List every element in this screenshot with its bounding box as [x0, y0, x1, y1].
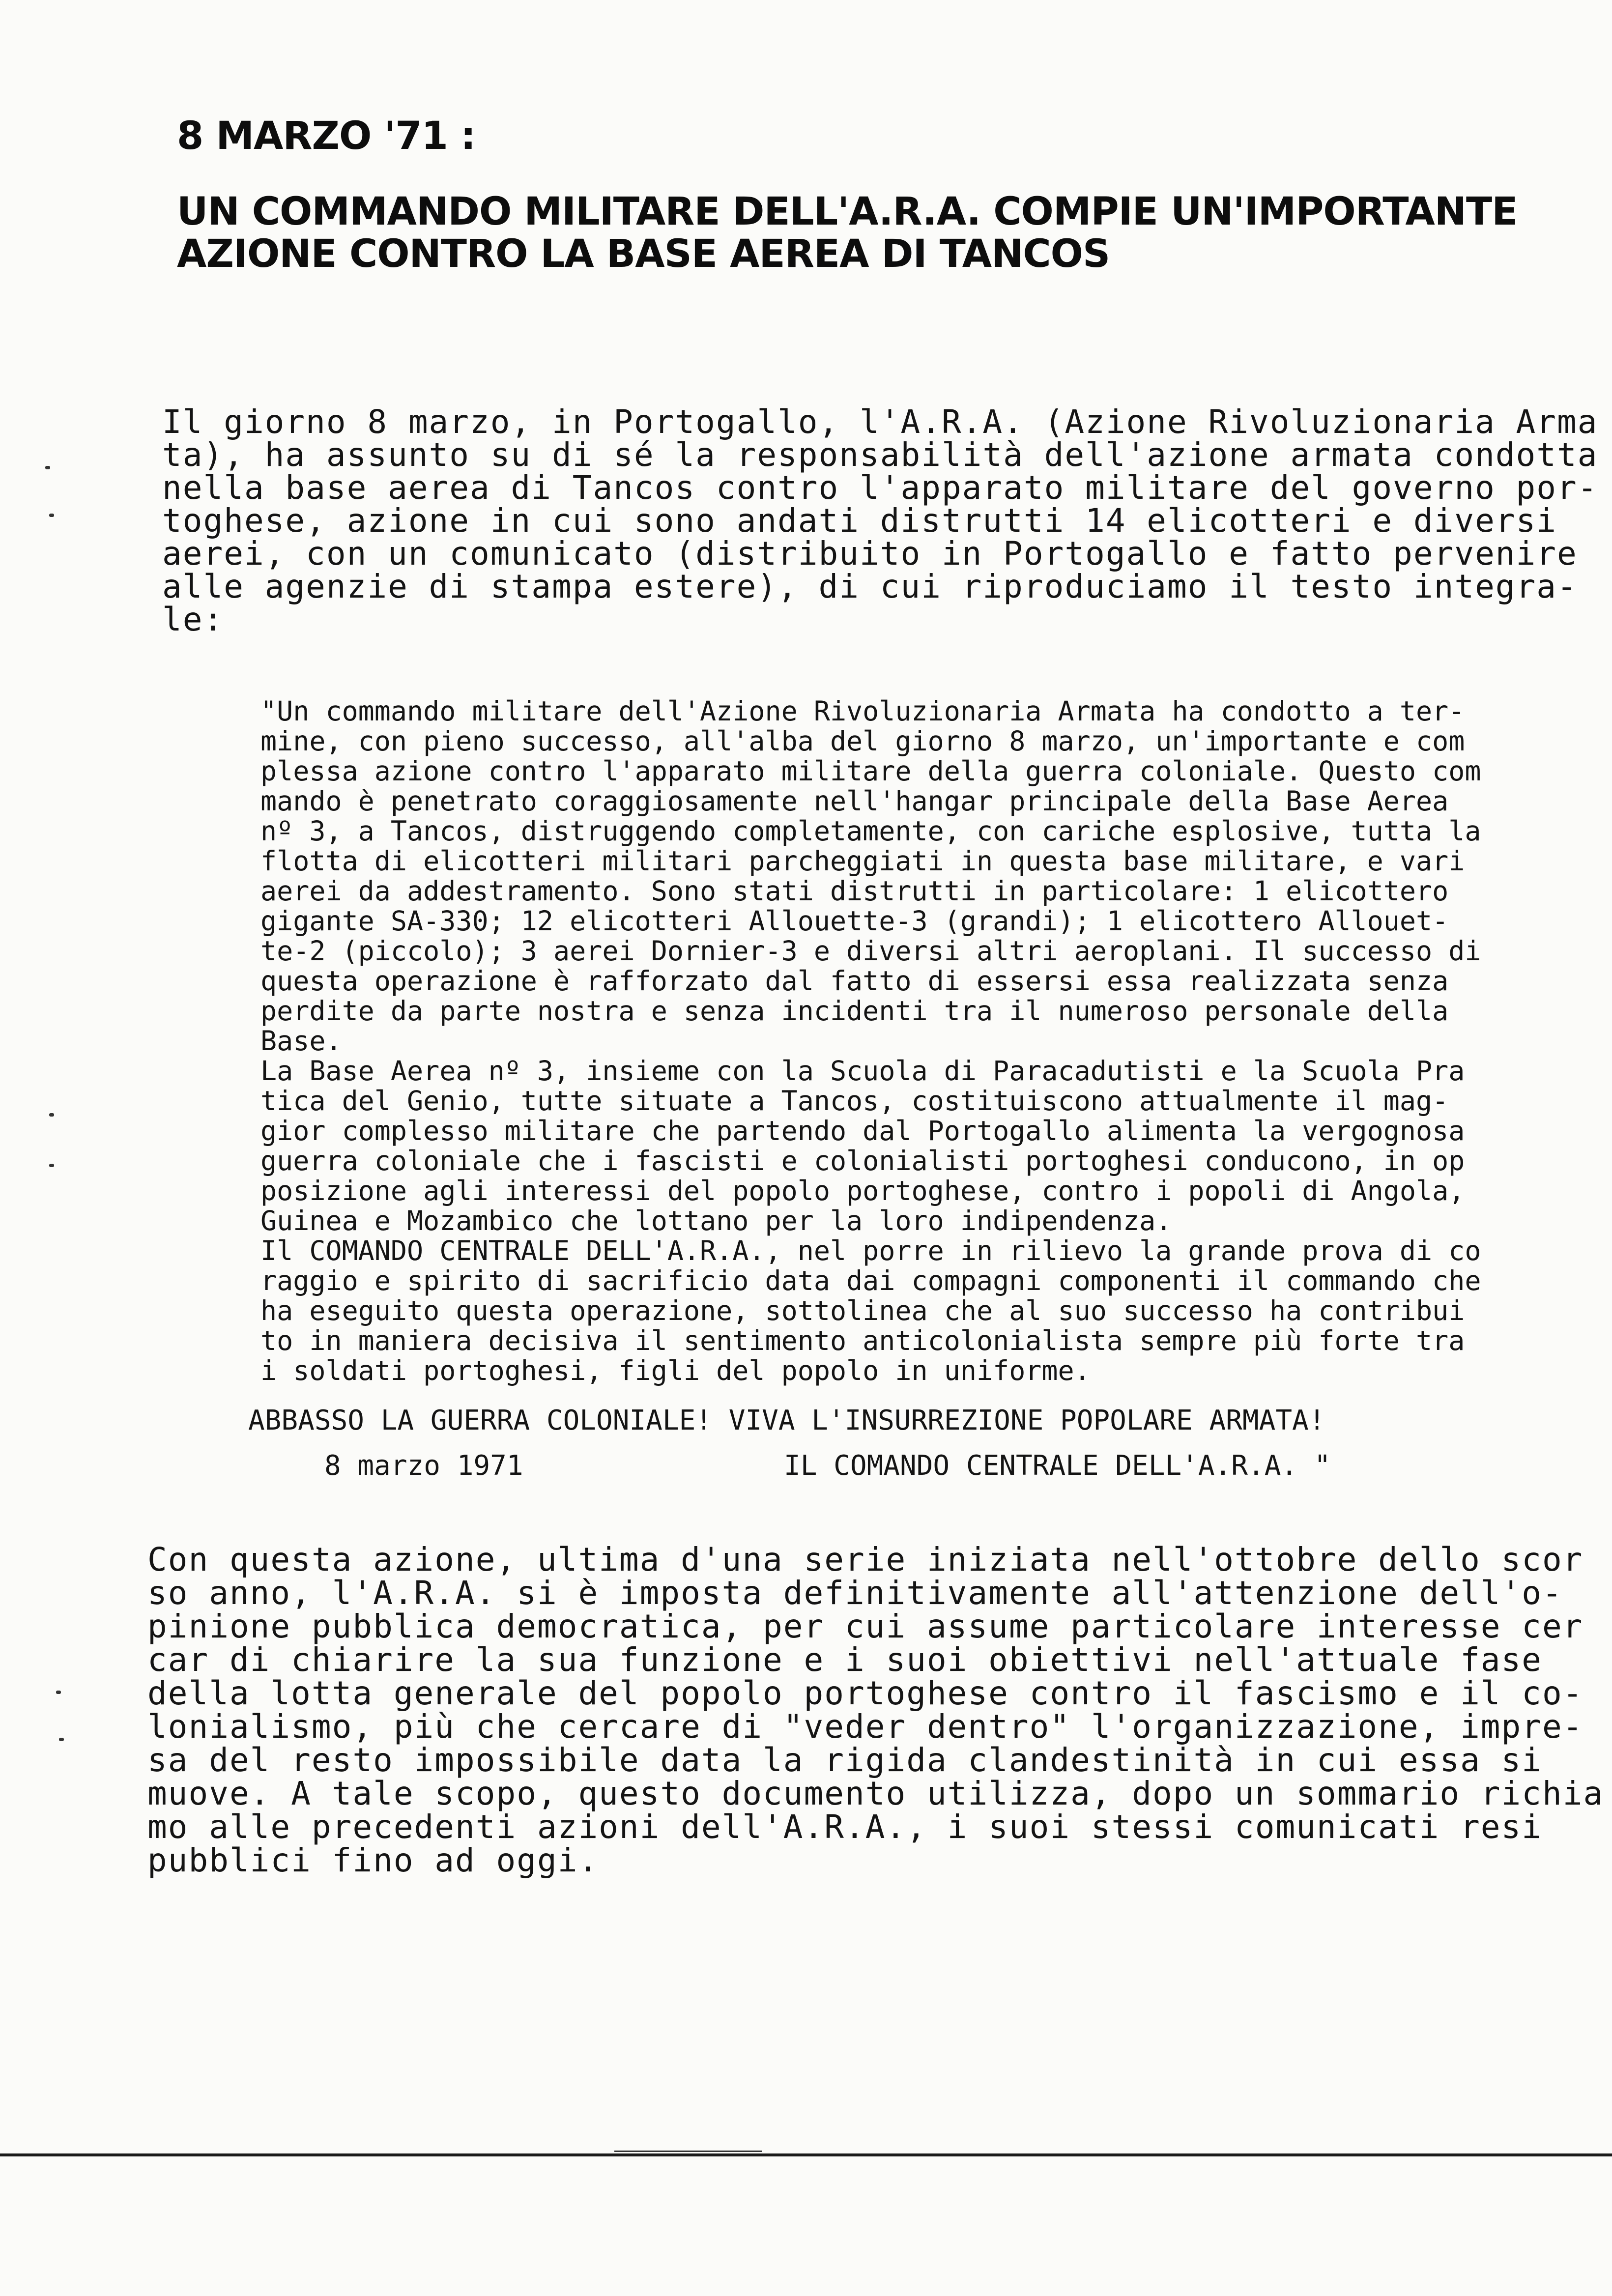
quote-line: mando è penetrato coraggiosamente nell'hangar principale della Base Aerea	[260, 785, 1449, 817]
closing-line: Con questa azione, ultima d'una serie iniziata nell'ottobre dello scor	[147, 1541, 1583, 1578]
closing-line: lonialismo, più che cercare di "veder dentro" l'organizzazione, impre-	[147, 1708, 1583, 1746]
quote-line: tica del Genio, tutte situate a Tancos, costituiscono attualmente il mag-	[260, 1085, 1449, 1117]
intro-line: le:	[162, 601, 224, 638]
quote-line: nº 3, a Tancos, distruggendo completamente, con cariche esplosive, tutta la	[260, 815, 1481, 847]
intro-line: alle agenzie di stampa estere), di cui riproduciamo il testo integra-	[162, 568, 1578, 605]
slogan-line: ABBASSO LA GUERRA COLONIALE! VIVA L'INSURREZIONE POPOLARE ARMATA!	[248, 1405, 1325, 1436]
closing-line: car di chiarire la sua funzione e i suoi obiettivi nell'attuale fase	[147, 1641, 1543, 1679]
intro-line: ta), ha assunto su di sé la responsabilità dell'azione armata condotta	[162, 436, 1598, 474]
margin-mark	[49, 514, 54, 517]
signoff-signature: IL COMANDO CENTRALE DELL'A.R.A. "	[784, 1450, 1331, 1482]
intro-line: aerei, con un comunicato (distribuito in Portogallo e fatto pervenire	[162, 535, 1578, 573]
quote-line: guerra coloniale che i fascisti e colonialisti portoghesi conducono, in op	[260, 1145, 1465, 1177]
margin-mark	[49, 1164, 54, 1167]
closing-line: della lotta generale del popolo portoghese contro il fascismo e il co-	[147, 1674, 1583, 1712]
closing-line: mo alle precedenti azioni dell'A.R.A., i suoi stessi comunicati resi	[147, 1808, 1543, 1846]
title-line-2: AZIONE CONTRO LA BASE AEREA DI TANCOS	[177, 232, 1110, 276]
title-line-1: UN COMMANDO MILITARE DELL'A.R.A. COMPIE UN'IMPORTANTE	[177, 190, 1518, 234]
margin-mark	[45, 466, 50, 469]
intro-line: toghese, azione in cui sono andati distrutti 14 elicotteri e diversi	[162, 502, 1557, 540]
quote-line: Base.	[260, 1025, 342, 1057]
quote-line: gior complesso militare che partendo dal Portogallo alimenta la vergognosa	[260, 1115, 1465, 1147]
closing-line: pinione pubblica democratica, per cui assume particolare interesse cer	[147, 1607, 1583, 1645]
margin-mark	[59, 1738, 64, 1741]
intro-line: Il giorno 8 marzo, in Portogallo, l'A.R.A. (Azione Rivoluzionaria Arma	[162, 403, 1598, 441]
closing-line: so anno, l'A.R.A. si è imposta definitivamente all'attenzione dell'o-	[147, 1574, 1563, 1612]
quote-line: questa operazione è rafforzato dal fatto di essersi essa realizzata senza	[260, 965, 1449, 997]
quote-line: ha eseguito questa operazione, sottolinea che al suo successo ha contribui	[260, 1295, 1465, 1326]
quote-line: perdite da parte nostra e senza incidenti tra il numeroso personale della	[260, 995, 1449, 1027]
quote-line: aerei da addestramento. Sono stati distrutti in particolare: 1 elicottero	[260, 875, 1449, 907]
margin-mark	[56, 1691, 61, 1694]
date-heading: 8 MARZO '71 :	[177, 114, 476, 158]
quote-line: Guinea e Mozambico che lottano per la loro indipendenza.	[260, 1205, 1172, 1236]
quote-line: Il COMANDO CENTRALE DELL'A.R.A., nel porre in rilievo la grande prova di co	[260, 1235, 1481, 1266]
quote-line: mine, con pieno successo, all'alba del giorno 8 marzo, un'importante e com	[260, 725, 1465, 757]
quote-line: raggio e spirito di sacrificio data dai compagni componenti il commando che	[260, 1265, 1481, 1296]
quote-line: posizione agli interessi del popolo portoghese, contro i popoli di Angola,	[260, 1175, 1465, 1206]
quote-line: i soldati portoghesi, figli del popolo in uniforme.	[260, 1355, 1091, 1386]
intro-line: nella base aerea di Tancos contro l'apparato militare del governo por-	[162, 469, 1598, 507]
quote-line: La Base Aerea nº 3, insieme con la Scuola di Paracadutisti e la Scuola Pra	[260, 1055, 1465, 1087]
quote-line: flotta di elicotteri militari parcheggiati in questa base militare, e vari	[260, 845, 1465, 877]
quote-line: te-2 (piccolo); 3 aerei Dornier-3 e diversi altri aeroplani. Il successo di	[260, 935, 1481, 967]
closing-line: muove. A tale scopo, questo documento utilizza, dopo un sommario richia	[147, 1775, 1604, 1812]
quote-line: "Un commando militare dell'Azione Rivoluzionaria Armata ha condotto a ter-	[260, 695, 1465, 727]
bottom-rule-smudge	[614, 2151, 762, 2152]
signoff-date: 8 marzo 1971	[324, 1450, 523, 1482]
closing-line: pubblici fino ad oggi.	[147, 1841, 599, 1879]
closing-line: sa del resto impossibile data la rigida clandestinità in cui essa si	[147, 1741, 1543, 1779]
bottom-rule	[0, 2153, 1612, 2156]
quote-line: gigante SA-330; 12 elicotteri Allouette-3 (grandi); 1 elicottero Allouet-	[260, 905, 1449, 937]
quote-line: to in maniera decisiva il sentimento anticolonialista sempre più forte tra	[260, 1325, 1465, 1356]
quote-line: plessa azione contro l'apparato militare della guerra coloniale. Questo com	[260, 755, 1481, 787]
margin-mark	[49, 1113, 54, 1117]
